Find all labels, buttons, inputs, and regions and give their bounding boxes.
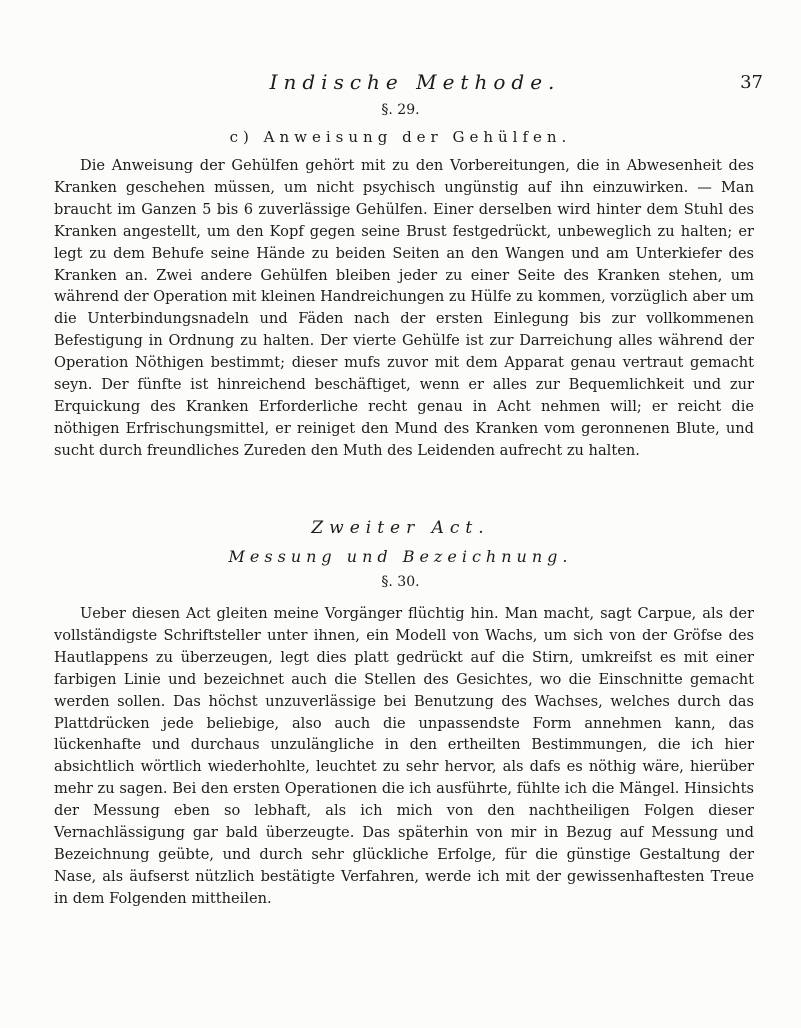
paragraph: Ueber diesen Act gleiten meine Vorgänger flüchtig hin. Man macht, sagt Carpue, als der vollständigste Schriftsteller unter ihnen, ein Modell von Wachs, um sich von der Gröfse des Hautlappens zu überzeugen, legt dies platt gedrückt auf die Stirn, umkreifst es mit einer farbigen Linie und bezeichnet auch die Stellen des Gesichtes, wo die Einschnitte gemacht werden sollen. Das höchst unzuverlässige bei Benutzung des Wachses, welches durch das Plattdrücken jede beliebige, also auch die unpassendste Form annehmen kann, das lückenhafte und durchaus unzulängliche in den ertheilten Bestimmungen, die ich hier absichtlich wörtlich wiederhohlte, leuchtet zu sehr hervor, als dafs es nöthig wäre, hierüber mehr zu sagen. Bei den ersten Operationen die ich ausführte, fühlte ich die Mängel. Hinsichts der Messung eben so lebhaft, als ich mich von den nachtheiligen Folgen dieser Vernachlässigung gar bald überzeugte. Das späterhin von mir in Bezug auf Messung und Bezeichnung geübte, und durch sehr glückliche Erfolge, für die günstige Gestaltung der Nase, als äufserst nützlich bestätigte Verfahren, werde ich mit der gewissenhaftesten Treue in dem Folgenden mittheilen. (54, 605, 754, 907)
running-title: Indische Methode. (269, 70, 561, 94)
section-subtitle: c) Anweisung der Gehülfen. (229, 128, 572, 146)
act-title: Zweiter Act. (311, 518, 490, 538)
running-head (0, 70, 801, 92)
section-number: §. 29. (381, 102, 420, 118)
page-number: 37 (740, 72, 763, 93)
section-number: §. 30. (381, 574, 420, 590)
paragraph: Die Anweisung der Gehülfen gehört mit zu den Vorbereitungen, die in Abwesenheit des Kranken geschehen müssen, um nicht psychisch ungünstig auf ihn einzuwirken. — Man braucht im Ganzen 5 bis 6 zuverlässige Gehülfen. Einer derselben wird hinter dem Stuhl des Kranken angestellt, um den Kopf gegen seine Brust festgedrückt, unbeweglich zu halten; er legt zu dem Behufe seine Hände zu beiden Seiten an den Wangen und am Unterkiefer des Kranken an. Zwei andere Gehülfen bleiben jeder zu einer Seite des Kranken stehen, um während der Operation mit kleinen Handreichungen zu Hülfe zu kommen, vorzüglich aber um die Unterbindungsnadeln und Fäden nach der ersten Einlegung bis zur vollkommenen Befestigung in Ordnung zu halten. Der vierte Gehülfe ist zur Darreichung alles während der Operation Nöthigen bestimmt; dieser mufs zuvor mit dem Apparat genau vertraut gemacht seyn. Der fünfte ist hinreichend beschäftiget, wenn er alles zur Bequemlichkeit und zur Erquickung des Kranken Erforderliche recht genau in Acht nehmen will; er reicht die nöthigen Erfrischungsmittel, er reiniget den Mund des Kranken vom geronnenen Blute, und sucht durch freundliches Zureden den Muth des Leidenden aufrecht zu halten. (54, 157, 754, 459)
act-subtitle: Messung und Bezeichnung. (228, 547, 573, 566)
